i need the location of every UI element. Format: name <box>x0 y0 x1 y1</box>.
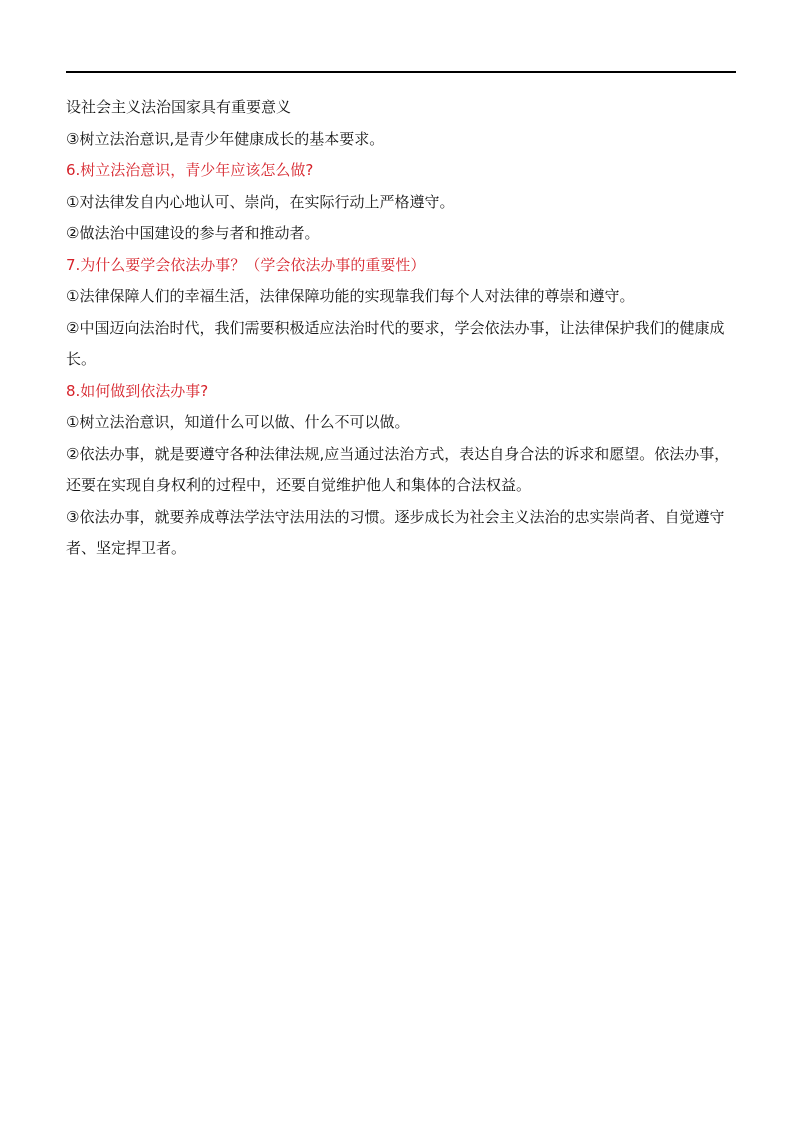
document-content <box>66 92 738 565</box>
text-line-8-item-3: ③依法办事，就要养成尊法学法守法用法的习惯。逐步成长为社会主义法治的忠实崇尚者、自觉遵守者、坚定捍卫者。 <box>66 507 725 557</box>
text-line-intro-continuation: 设社会主义法治国家具有重要意义 <box>66 98 292 116</box>
text-line-8-item-2: ②依法办事，就是要遵守各种法律法规,应当通过法治方式，表达自身合法的诉求和愿望。依法办事，还要在实现自身权利的过程中，还要自觉维护他人和集体的合法权益。 <box>66 444 730 494</box>
section-heading-6: 6.树立法治意识，青少年应该怎么做? <box>66 161 314 179</box>
section-heading-8: 8.如何做到依法办事? <box>66 381 209 400</box>
header-rule <box>66 71 736 73</box>
text-line-item-3: ③树立法治意识,是青少年健康成长的基本要求。 <box>66 129 385 148</box>
text-line-7-item-1: ①法律保障人们的幸福生活，法律保障功能的实现靠我们每个人对法律的尊崇和遵守。 <box>66 287 635 305</box>
text-line-6-item-1: ①对法律发自内心地认可、崇尚，在实际行动上严格遵守。 <box>66 192 455 211</box>
text-line-6-item-2: ②做法治中国建设的参与者和推动者。 <box>66 224 320 242</box>
text-line-7-item-2: ②中国迈向法治时代，我们需要积极适应法治时代的要求，学会依法办事，让法律保护我们的健康成长。 <box>66 318 725 368</box>
text-line-8-item-1: ①树立法治意识，知道什么可以做、什么不可以做。 <box>66 413 410 431</box>
section-heading-7: 7.为什么要学会依法办事？（学会依法办事的重要性） <box>66 255 426 274</box>
